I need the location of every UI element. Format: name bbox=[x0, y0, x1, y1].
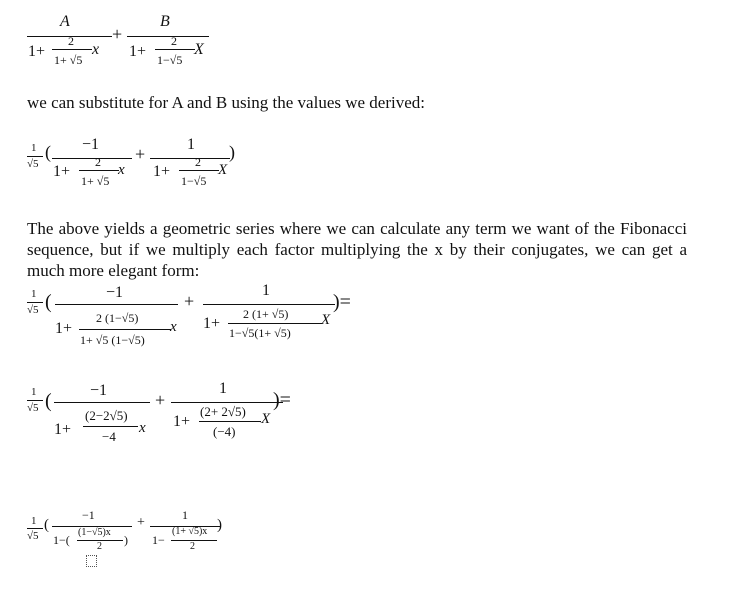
inner-fraction-bar bbox=[79, 170, 119, 171]
close-paren-equals: )= bbox=[333, 291, 351, 313]
inner-numerator: 2 (1−√5) bbox=[96, 311, 139, 325]
fraction-bar bbox=[203, 304, 335, 305]
open-paren: ( bbox=[44, 517, 49, 533]
den-prefix: 1+ bbox=[153, 163, 171, 180]
den-prefix: 1−( bbox=[53, 533, 70, 547]
coef-numerator: 1 bbox=[31, 386, 37, 398]
plus-sign: + bbox=[184, 291, 195, 311]
variable-x: x bbox=[92, 41, 100, 58]
variable-x: X bbox=[261, 411, 271, 427]
coef-bar bbox=[27, 528, 43, 529]
plus-sign: + bbox=[112, 24, 123, 44]
coef-denominator: √5 bbox=[27, 402, 39, 414]
inner-denominator: 1−√5 bbox=[181, 174, 207, 188]
paragraph-substitute: we can substitute for A and B using the values we derived: bbox=[27, 93, 425, 112]
term2-numerator: 1 bbox=[182, 508, 188, 522]
den-prefix: 1− bbox=[152, 533, 165, 547]
inner-denominator: 2 bbox=[97, 541, 102, 552]
variable-x: X bbox=[218, 162, 228, 178]
inner-fraction-bar bbox=[83, 426, 138, 427]
den-prefix: 1+ bbox=[54, 421, 72, 438]
inner-fraction-bar bbox=[155, 49, 195, 50]
variable-x: X bbox=[194, 41, 204, 58]
inner-numerator: 2 bbox=[68, 34, 74, 48]
coef-numerator: 1 bbox=[31, 515, 37, 527]
open-paren: ( bbox=[45, 390, 52, 412]
den-prefix: 1+ bbox=[53, 163, 71, 180]
den-prefix: 1+ bbox=[28, 43, 46, 60]
term1-numerator: −1 bbox=[106, 284, 124, 301]
coef-bar bbox=[27, 156, 43, 157]
fraction-bar bbox=[150, 158, 230, 159]
fraction-bar bbox=[171, 402, 283, 403]
inner-fraction-bar bbox=[179, 170, 219, 171]
term1-numerator: −1 bbox=[82, 508, 95, 522]
inner-numerator: (2+ 2√5) bbox=[200, 404, 246, 419]
inner-denominator: 1−√5(1+ √5) bbox=[229, 326, 291, 340]
inner-denominator: 1+ √5 (1−√5) bbox=[80, 333, 145, 347]
inner-denominator: (−4) bbox=[213, 424, 236, 439]
inner-numerator: (1−√5)x bbox=[78, 527, 111, 538]
coef-numerator: 1 bbox=[31, 142, 37, 154]
inner-numerator: 2 bbox=[95, 155, 101, 169]
placeholder-box-icon bbox=[86, 555, 97, 567]
coef-bar bbox=[27, 400, 43, 401]
numerator-b: B bbox=[160, 13, 170, 30]
coef-numerator: 1 bbox=[31, 288, 37, 300]
coef-denominator: √5 bbox=[27, 530, 39, 542]
den-prefix: 1+ bbox=[203, 315, 221, 332]
numerator-a: A bbox=[60, 13, 70, 30]
fraction-bar bbox=[52, 158, 132, 159]
inner-denominator: 2 bbox=[190, 541, 195, 552]
term2-numerator: 1 bbox=[262, 282, 270, 299]
coef-denominator: √5 bbox=[27, 158, 39, 170]
open-paren: ( bbox=[45, 291, 52, 313]
paragraph-geometric: The above yields a geometric series where we can calculate any term we want of the Fibonacci sequence, but if we multiply each factor multiplying the x by their conjugates, we can get a much more elegant form: bbox=[27, 219, 687, 280]
term2-numerator: 1 bbox=[219, 380, 227, 397]
plus-sign: + bbox=[155, 390, 166, 410]
inner-numerator: (2−2√5) bbox=[85, 408, 128, 423]
variable-x: x bbox=[170, 319, 177, 335]
inner-numerator: (1+ √5)x bbox=[172, 526, 208, 537]
inner-numerator: 2 (1+ √5) bbox=[243, 307, 289, 321]
fraction-bar bbox=[54, 402, 150, 403]
inner-denominator: 1−√5 bbox=[157, 53, 183, 67]
den-suffix: ) bbox=[124, 533, 128, 547]
fraction-bar bbox=[127, 36, 209, 37]
den-prefix: 1+ bbox=[173, 413, 191, 430]
variable-x: x bbox=[139, 420, 146, 436]
close-paren: ) bbox=[217, 517, 222, 533]
inner-denominator: −4 bbox=[102, 429, 116, 444]
inner-fraction-bar bbox=[52, 49, 92, 50]
inner-numerator: 2 bbox=[195, 155, 201, 169]
den-prefix: 1+ bbox=[55, 320, 73, 337]
term1-numerator: −1 bbox=[82, 136, 100, 153]
open-paren: ( bbox=[45, 142, 51, 162]
inner-numerator: 2 bbox=[171, 34, 177, 48]
inner-fraction-bar bbox=[199, 421, 261, 422]
variable-x: x bbox=[118, 162, 125, 178]
inner-denominator: 1+ √5 bbox=[81, 174, 110, 188]
term2-numerator: 1 bbox=[187, 136, 195, 153]
coef-bar bbox=[27, 302, 43, 303]
inner-fraction-bar bbox=[79, 329, 171, 330]
variable-x: X bbox=[321, 312, 331, 328]
inner-fraction-bar bbox=[228, 323, 322, 324]
plus-sign: + bbox=[137, 515, 145, 530]
den-prefix: 1+ bbox=[129, 43, 147, 60]
coef-denominator: √5 bbox=[27, 304, 39, 316]
close-paren-equals: )= bbox=[273, 389, 291, 411]
term1-numerator: −1 bbox=[90, 382, 108, 399]
inner-denominator: 1+ √5 bbox=[54, 53, 83, 67]
close-paren: ) bbox=[229, 142, 235, 162]
fraction-bar bbox=[55, 304, 178, 305]
plus-sign: + bbox=[135, 144, 146, 164]
